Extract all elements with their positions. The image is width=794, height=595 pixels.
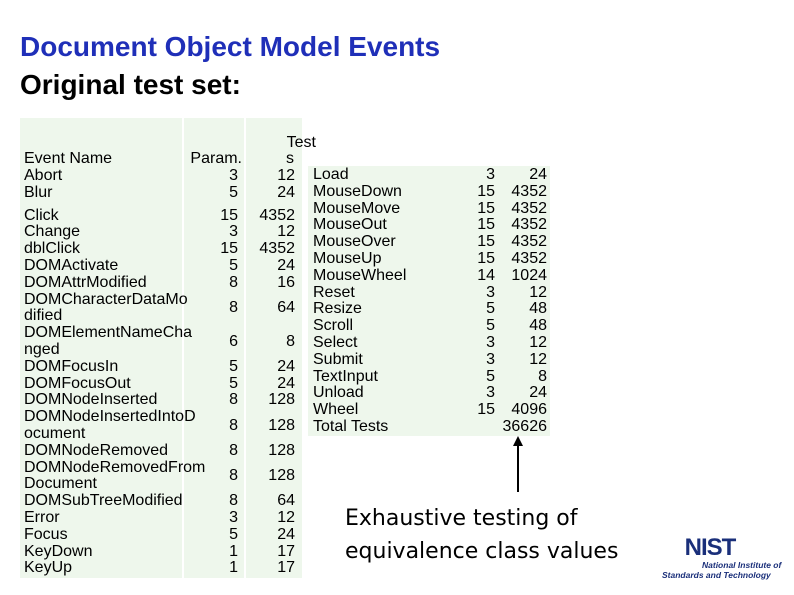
left-row-tests: 12	[277, 509, 295, 526]
left-row-event: DOMFocusOut	[24, 374, 131, 392]
left-row-tests: 24	[277, 357, 295, 375]
right-row-tests: 24	[529, 166, 547, 183]
left-row-event: KeyDown	[24, 542, 93, 560]
left-row-tests: 24	[277, 525, 295, 543]
svg-text:NIST: NIST	[684, 535, 736, 561]
left-row-event: Click	[24, 206, 59, 224]
right-row-event: MouseUp	[313, 250, 382, 267]
left-row-tests: 64	[277, 492, 295, 510]
left-row-event: Change	[24, 223, 81, 241]
right-row-tests: 24	[529, 384, 547, 402]
left-row-event: DOMNodeInsertedIntoD	[24, 408, 196, 426]
left-row-tests: 12	[277, 223, 295, 241]
right-row-param: 15	[477, 182, 495, 200]
right-row-event: MouseDown	[313, 182, 402, 200]
left-row-param: 5	[229, 525, 238, 543]
left-row-event: Abort	[24, 167, 63, 184]
right-row-event: Total Tests	[313, 418, 389, 435]
left-row-event: DOMNodeInserted	[24, 391, 158, 409]
page-subtitle: Original test set:	[20, 69, 241, 100]
right-row-tests: 4096	[511, 401, 547, 419]
right-row-tests: 12	[529, 350, 547, 368]
left-row-event: DOMElementNameCha	[24, 324, 193, 342]
left-row-event: DOMAttrModified	[24, 273, 147, 291]
right-row-param: 14	[477, 266, 495, 284]
left-row-tests: 24	[277, 183, 295, 201]
right-row-param: 15	[477, 401, 495, 419]
left-row-param: 5	[229, 257, 238, 274]
right-row-tests: 8	[538, 367, 547, 385]
left-row-event: DOMNodeRemovedFrom	[24, 458, 206, 476]
right-row-event: MouseOver	[313, 233, 396, 251]
right-row-param: 3	[486, 334, 495, 351]
left-row-event: KeyUp	[24, 559, 73, 577]
right-row-tests: 4352	[511, 199, 547, 217]
left-row-param: 5	[229, 183, 238, 201]
right-row-tests: 36626	[502, 418, 547, 435]
left-row-param: 8	[229, 299, 238, 316]
left-row-param: 8	[229, 391, 238, 409]
left-row-param: 3	[229, 167, 238, 184]
left-row-param: 8	[229, 416, 238, 434]
right-row-event: Resize	[313, 300, 362, 318]
left-row-param: 3	[229, 223, 238, 241]
left-row-param: 6	[229, 332, 238, 350]
right-row-param: 5	[486, 367, 495, 385]
right-row-param	[455, 418, 495, 435]
left-row-tests: 128	[268, 467, 295, 484]
right-row-event: MouseMove	[313, 199, 401, 217]
right-row-param: 3	[486, 350, 495, 368]
right-row-event: Submit	[313, 350, 363, 368]
left-row-param: 5	[229, 374, 238, 392]
right-row-tests: 4352	[511, 182, 547, 200]
nist-logo-line1: National Institute of	[702, 560, 782, 570]
right-row-param: 5	[486, 317, 495, 335]
left-row-event: nged	[24, 341, 60, 358]
left-row-param: 8	[229, 273, 238, 291]
right-row-tests: 12	[529, 283, 547, 301]
left-row-tests: 4352	[259, 240, 295, 258]
right-row-event: Reset	[313, 283, 355, 301]
left-row-tests: 12	[277, 167, 295, 184]
nist-logo-subtitle	[662, 560, 781, 580]
annotation-arrow	[503, 436, 533, 496]
right-row-tests: 1024	[511, 266, 547, 284]
left-row-event: Blur	[24, 183, 53, 201]
left-row-tests: 4352	[259, 206, 295, 224]
right-row-event: TextInput	[313, 367, 378, 385]
page-title: Document Object Model Events	[20, 31, 441, 62]
left-row-event: dified	[24, 307, 63, 325]
annotation-text: Exhaustive testing of equivalence class values	[345, 506, 619, 564]
left-row-param: 3	[229, 509, 238, 526]
right-row-param: 3	[486, 283, 495, 301]
left-row-param: 5	[229, 357, 238, 375]
left-row-tests: 128	[268, 391, 295, 409]
right-row-event: Wheel	[313, 401, 359, 419]
right-row-tests: 4352	[511, 250, 547, 267]
right-row-param: 3	[486, 384, 495, 402]
left-row-param: 1	[229, 542, 238, 560]
left-row-event: dblClick	[24, 240, 81, 258]
left-row-param: 1	[229, 559, 238, 577]
left-row-event: DOMActivate	[24, 257, 119, 274]
left-row-tests: 17	[277, 542, 295, 560]
right-row-tests: 4352	[511, 233, 547, 251]
nist-logo-line2: Standards and Technology	[662, 570, 771, 580]
right-row-param: 5	[486, 300, 495, 318]
left-row-param: 8	[229, 441, 238, 459]
right-row-param: 15	[477, 199, 495, 217]
right-row-param: 3	[486, 166, 495, 183]
left-header-param: Param.	[190, 150, 242, 167]
left-row-param: 15	[220, 240, 238, 258]
left-row-tests: 17	[277, 559, 295, 577]
left-row-event: Focus	[24, 525, 68, 543]
right-row-event: Select	[313, 334, 358, 351]
left-row-param: 8	[229, 467, 238, 484]
left-row-tests: 24	[277, 257, 295, 274]
right-row-param: 15	[477, 216, 495, 234]
left-row-event: DOMSubTreeModified	[24, 492, 183, 510]
left-row-event: DOMNodeRemoved	[24, 441, 169, 459]
left-row-tests: 8	[286, 332, 295, 350]
right-row-param: 15	[477, 233, 495, 251]
left-row-event: DOMFocusIn	[24, 357, 119, 375]
left-row-tests: 24	[277, 374, 295, 392]
left-row-event: DOMCharacterDataMo	[24, 290, 188, 308]
left-row-tests: 16	[277, 273, 295, 291]
right-row-param: 15	[477, 250, 495, 267]
right-row-tests: 48	[529, 300, 547, 318]
left-header-tests-line1: Test	[286, 134, 316, 151]
left-row-tests: 64	[277, 299, 295, 316]
left-row-param: 8	[229, 492, 238, 510]
right-row-event: MouseWheel	[313, 266, 407, 284]
right-row-tests: 48	[529, 317, 547, 335]
right-row-tests: 12	[529, 334, 547, 351]
left-row-event: Document	[24, 475, 97, 493]
right-row-event: Load	[313, 166, 349, 183]
left-header-event: Event Name	[24, 150, 113, 167]
left-header-tests-line2: s	[286, 150, 294, 167]
left-row-tests: 128	[268, 441, 295, 459]
left-row-event: Error	[24, 509, 60, 526]
right-row-tests: 4352	[511, 216, 547, 234]
right-row-event: Scroll	[313, 317, 354, 335]
left-row-event: ocument	[24, 425, 86, 442]
right-row-event: MouseOut	[313, 216, 387, 234]
right-row-event: Unload	[313, 384, 364, 402]
left-row-tests: 128	[268, 416, 295, 434]
left-row-param: 15	[220, 206, 238, 224]
